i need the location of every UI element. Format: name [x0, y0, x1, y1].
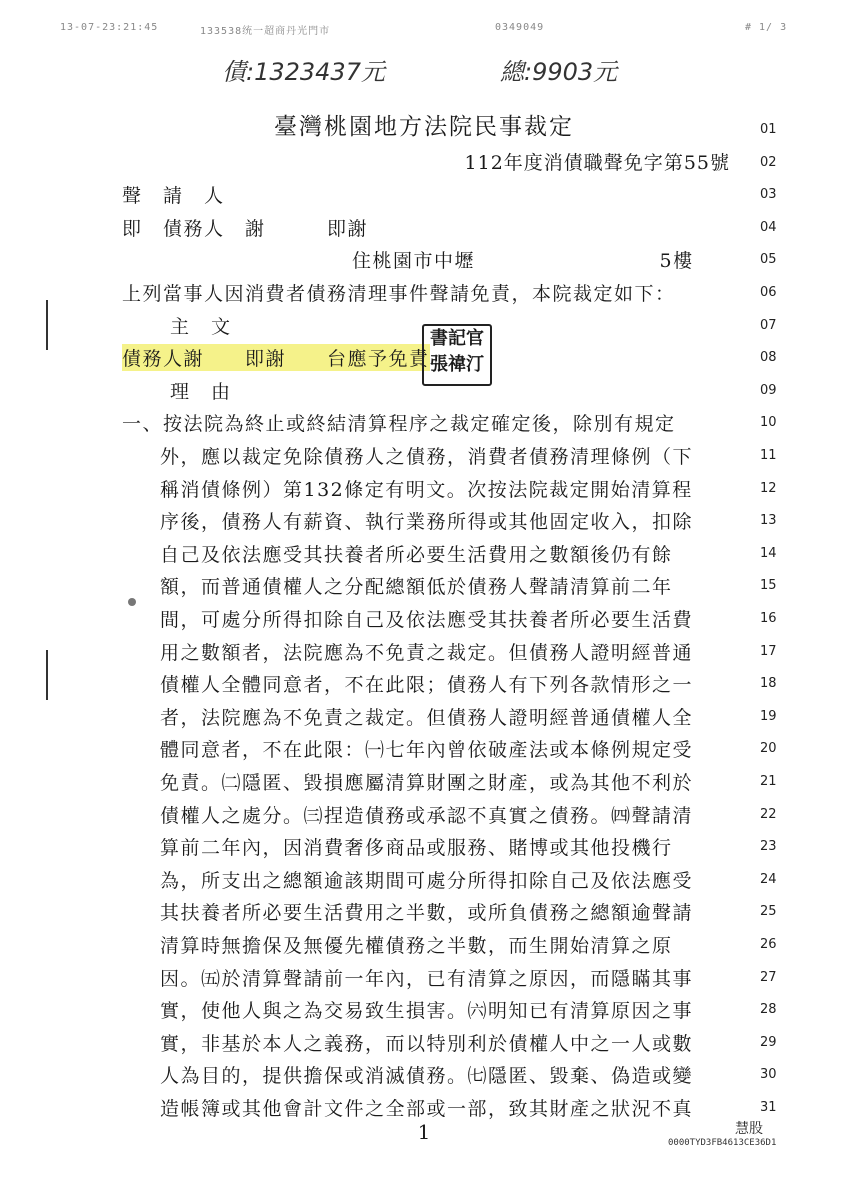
body-line: 其扶養者所必要生活費用之半數，或所負債務之總額逾聲請 [160, 902, 694, 925]
line-number: 02 [760, 154, 777, 170]
line-number: 24 [760, 871, 777, 887]
line-number: 03 [760, 187, 777, 203]
line-number: 08 [760, 350, 777, 366]
body-line: 造帳簿或其他會計文件之全部或一部，致其財產之狀況不真 [160, 1098, 694, 1120]
line-number: 04 [760, 219, 777, 235]
document-code: 0000TYD3FB4613CE36D1 [668, 1138, 777, 1148]
body-line: 實，使他人與之為交易致生損害。㈥明知已有清算原因之事 [160, 1000, 694, 1023]
body-line: 債權人全體同意者，不在此限；債務人有下列各款情形之一 [160, 674, 694, 697]
body-line: 主 文 [170, 315, 232, 338]
scan-speck [128, 598, 136, 606]
body-line: 聲 請 人 [122, 185, 225, 208]
line-number: 13 [760, 513, 777, 529]
line-number: 30 [760, 1067, 777, 1083]
fax-datetime: 13-07-23:21:45 [60, 22, 159, 33]
body-line: 者，法院應為不免責之裁定。但債務人證明經普通債權人全 [160, 706, 694, 729]
handwritten-total: 總:9903元 [500, 58, 618, 86]
body-line: 算前二年內，因消費奢侈商品或服務、賭博或其他投機行 [160, 837, 673, 860]
body-line: 間，可處分所得扣除自己及依法應受其扶養者所必要生活費 [160, 609, 694, 631]
body-line: 理 由 [170, 380, 232, 403]
body-line: 人為目的，提供擔保或消滅債務。㈦隱匿、毀棄、偽造或變 [160, 1065, 694, 1088]
line-number: 12 [760, 480, 777, 496]
line-number: 01 [760, 122, 777, 137]
line-number: 18 [760, 676, 777, 692]
body-line: 自己及依法應受其扶養者所必要生活費用之數額後仍有餘 [160, 543, 673, 566]
body-line: 用之數額者，法院應為不免責之裁定。但債務人證明經普通 [160, 641, 694, 664]
body-line: 體同意者，不在此限：㈠七年內曾依破產法或本條例規定受 [160, 739, 694, 762]
line-number: 09 [760, 382, 777, 398]
body-line: 免責。㈡隱匿、毀損應屬清算財團之財產，或為其他不利於 [160, 772, 694, 794]
line-number: 11 [760, 448, 777, 463]
line-number: 19 [760, 708, 777, 724]
margin-mark [46, 300, 48, 350]
body-line: 因。㈤於清算聲請前一年內，已有清算之原因，而隱瞞其事 [160, 967, 694, 990]
body-line: 上列當事人因消費者債務清理事件聲請免責，本院裁定如下： [122, 283, 676, 305]
margin-mark [46, 650, 48, 700]
line-number: 25 [760, 904, 777, 920]
line-number: 10 [760, 415, 777, 431]
body-line: 外，應以裁定免除債務人之債務，消費者債務清理條例（下 [160, 446, 694, 468]
handwritten-debt: 債:1323437元 [222, 58, 385, 86]
body-line: 住桃園市中壢 5樓 [352, 250, 694, 273]
fax-number: 0349049 [495, 22, 545, 33]
line-number: 17 [760, 643, 777, 659]
line-number: 21 [760, 774, 777, 789]
document-title: 臺灣桃園地方法院民事裁定 [274, 114, 574, 140]
line-number: 07 [760, 317, 777, 333]
fax-page: # 1/ 3 [745, 22, 788, 33]
line-number: 28 [760, 1002, 777, 1018]
body-line: 實，非基於本人之義務，而以特別利於債權人中之一人或數 [160, 1032, 694, 1055]
stamp-top: 書記官 [430, 328, 484, 349]
line-number: 20 [760, 741, 777, 757]
body-line: 一、按法院為終止或終結清算程序之裁定確定後，除別有規定 [122, 413, 676, 436]
line-number: 16 [760, 611, 777, 626]
line-number: 31 [760, 1100, 777, 1115]
line-number: 15 [760, 578, 777, 594]
line-number: 23 [760, 839, 777, 855]
line-number: 14 [760, 545, 777, 561]
body-line: 稱消債條例）第132條定有明文。次按法院裁定開始清算程 [160, 478, 693, 501]
body-line: 債務人謝 即謝 台應予免責 [122, 344, 430, 371]
body-line: 為，所支出之總額逾該期間可處分所得扣除自己及依法應受 [160, 869, 694, 892]
body-line: 額，而普通債權人之分配總額低於債務人聲請清算前二年 [160, 576, 673, 599]
unit-label: 慧股 [735, 1121, 763, 1137]
line-number: 27 [760, 969, 777, 985]
line-number: 26 [760, 937, 777, 952]
case-number: 112年度消債職聲免字第55號 [464, 152, 730, 174]
clerk-stamp [422, 324, 492, 386]
line-number: 22 [760, 806, 777, 822]
body-line: 清算時無擔保及無優先權債務之半數，而生開始清算之原 [160, 935, 673, 957]
line-number: 06 [760, 285, 777, 300]
body-line: 債權人之處分。㈢捏造債務或承認不真實之債務。㈣聲請清 [160, 804, 694, 827]
body-line: 即 債務人 謝 即謝 [122, 217, 369, 240]
stamp-bottom: 張禕汀 [430, 354, 484, 375]
fax-sender: 133538统一超商丹光門市 [200, 26, 331, 37]
body-line: 序後，債務人有薪資、執行業務所得或其他固定收入，扣除 [160, 511, 694, 534]
line-number: 05 [760, 252, 777, 268]
line-number: 29 [760, 1034, 777, 1050]
page-number: 1 [417, 1120, 431, 1144]
